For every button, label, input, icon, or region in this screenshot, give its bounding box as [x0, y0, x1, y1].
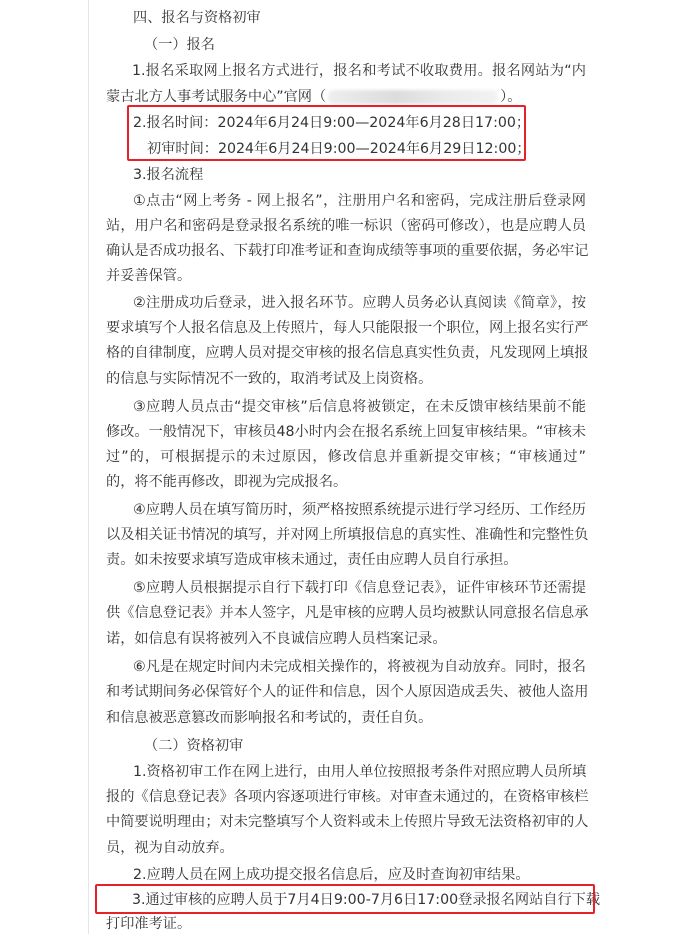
- step3-line: 的，将不能再修改，即视为完成报名。: [106, 474, 348, 490]
- step2-line: 格的自律制度，应聘人员对提交审核的报名信息真实性负责，凡发现网上填报: [106, 345, 589, 361]
- step2-line: 要求填写个人报名信息及上传照片，每人只能限报一个职位，网上报名实行严: [106, 320, 589, 336]
- step4-line: 责。如未按要求填写造成审核未通过，责任由应聘人员自行承担。: [106, 552, 518, 568]
- step3-line: ③应聘人员点击“提交审核”后信息将被锁定，在未反馈审核结果前不能: [133, 399, 586, 415]
- step3-line: 修改。一般情况下，审核员48小时内会在报名系统上回复审核结果。“审核未: [106, 424, 586, 440]
- step1-line: ①点击“网上考务 - 网上报名”，注册用户名和密码，完成注册后登录网: [133, 193, 586, 209]
- step6-line: 和考试期间务必保管好个人的证件和信息，因个人原因造成丢失、被他人盗用: [106, 684, 589, 700]
- review-time: 初审时间：2024年6月24日9:00—2024年6月29日12:00；: [147, 141, 531, 157]
- step2-line: 的信息与实际情况不一致的，取消考试及上岗资格。: [106, 371, 433, 387]
- subheading-registration: （一）报名: [144, 37, 215, 53]
- step6-line: 和信息被恶意篡改而影响报名和考试的，责任自负。: [106, 710, 433, 726]
- website-text-after: ）。: [500, 89, 522, 105]
- admission-ticket-line: 3.通过审核的应聘人员于7月4日9:00-7月6日17:00登录报名网站自行下载: [132, 892, 601, 908]
- redacted-url: [328, 90, 498, 104]
- step6-line: ⑥凡是在规定时间内未完成相关操作的，将被视为自动放弃。同时，报名: [133, 659, 586, 675]
- process-heading: 3.报名流程: [133, 167, 204, 183]
- step1-line: 并妥善保管。: [106, 268, 192, 284]
- step5-line: ⑤应聘人员根据提示自行下载打印《信息登记表》，证件审核环节还需提: [133, 580, 586, 596]
- step3-line: 过”的，可根据提示的未过原因，修改信息并重新提交审核；“审核通过”: [106, 449, 586, 465]
- review-line: 1.资格初审工作在网上进行，由用人单位按照报考条件对照应聘人员所填: [133, 764, 587, 780]
- step5-line: 诺，如信息有误将被列入不良诚信应聘人员档案记录。: [106, 631, 447, 647]
- left-divider: [88, 0, 89, 934]
- highlight-box-ticket: [95, 884, 595, 914]
- admission-ticket-line: 打印准考证。: [106, 916, 192, 932]
- review-line: 2.应聘人员在网上成功提交报名信息后，应及时查询初审结果。: [133, 867, 530, 883]
- section-heading: 四、报名与资格初审: [133, 10, 261, 26]
- step4-line: ④应聘人员在填写简历时，须严格按照系统提示进行学习经历、工作经历: [133, 502, 586, 518]
- review-line: 报的《信息登记表》各项内容逐项进行审核。对审查未通过的，在资格审核栏: [106, 789, 589, 805]
- step1-line: 确认是否成功报名、下载打印准考证和查询成绩等事项的重要依据，务必牢记: [106, 243, 589, 259]
- step2-line: ②注册成功后登录，进入报名环节。应聘人员务必认真阅读《简章》，按: [133, 295, 586, 311]
- paragraph-line: 1.报名采取网上报名方式进行，报名和考试不收取费用。报名网站为“内: [132, 63, 586, 79]
- registration-time: 2.报名时间：2024年6月24日9:00—2024年6月28日17:00；: [133, 115, 531, 131]
- highlight-box-dates: [127, 105, 526, 161]
- review-line: 员，视为自动放弃。: [106, 840, 234, 856]
- subheading-review: （二）资格初审: [144, 738, 244, 754]
- website-text-before: 蒙古北方人事考试服务中心”官网（: [106, 89, 327, 105]
- step1-line: 站，用户名和密码是登录报名系统的唯一标识（密码可修改），也是应聘人员: [106, 218, 586, 234]
- step5-line: 供《信息登记表》并本人签字，凡是审核的应聘人员均被默认同意报名信息承: [106, 605, 589, 621]
- step4-line: 以及相关证书情况的填写，并对网上所填报信息的真实性、准确性和完整性负: [106, 527, 589, 543]
- review-line: 中简要说明理由；对未完整填写个人资料或未上传照片导致无法资格初审的人: [106, 814, 589, 830]
